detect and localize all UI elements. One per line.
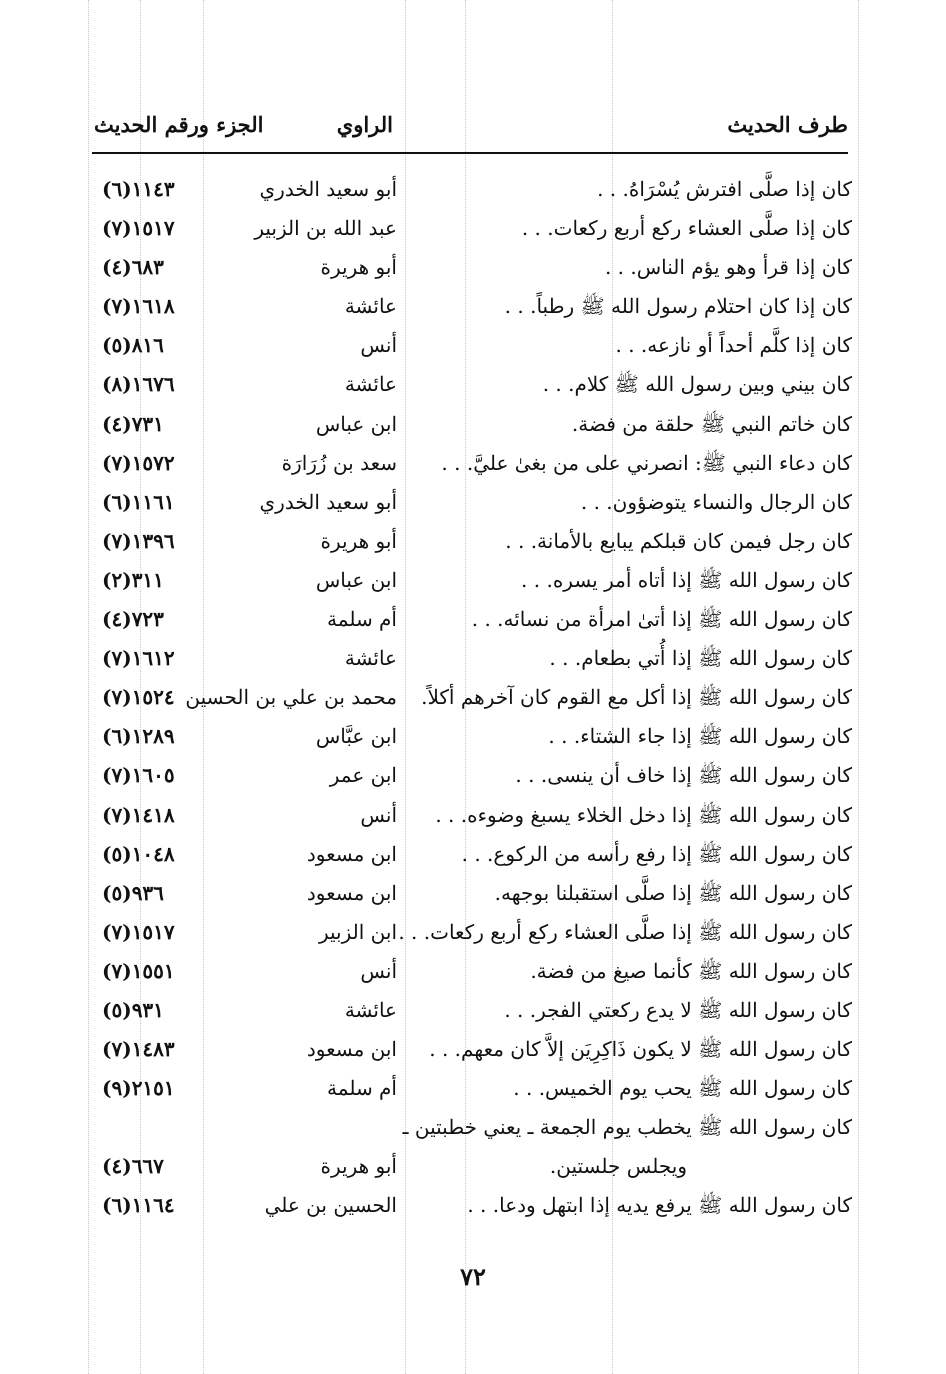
table-row: [92, 952, 852, 991]
narrator-name: أبو هريرة: [320, 255, 397, 280]
table-row: [92, 835, 852, 874]
hadith-text: كان رسول الله ﷺ إذا خاف أن ينسى. . .: [515, 763, 852, 788]
table-row: [92, 483, 852, 522]
table-row: [92, 365, 852, 404]
hadith-index-table: [92, 170, 852, 1226]
hadith-reference: ٧٢٣(٤): [102, 607, 164, 632]
hadith-text: كان رسول الله ﷺ يرفع يديه إذا ابتهل ودعا. . .: [467, 1193, 852, 1218]
hadith-text: كان رسول الله ﷺ إذا أتاه أمر يسره. . .: [521, 567, 852, 592]
hadith-text: كان رسول الله ﷺ إذا جاء الشتاء. . .: [548, 724, 852, 749]
hadith-reference: ١٦٧٦(٨): [102, 372, 175, 397]
header-hadith: طرف الحديث: [727, 112, 848, 137]
hadith-text: كان رجل فيمن كان قبلكم يبايع بالأمانة. . .: [505, 528, 852, 553]
hadith-reference: ١٤١٨(٧): [102, 802, 175, 827]
narrator-name: أبو هريرة: [320, 528, 397, 553]
narrator-name: ابن عباس: [315, 567, 397, 592]
hadith-reference: ٦٦٧(٤): [102, 1154, 164, 1179]
hadith-text: كان رسول الله ﷺ إذا دخل الخلاء يسبغ وضوءه. . .: [435, 802, 852, 827]
narrator-name: ابن الزبير: [318, 919, 397, 944]
hadith-reference: ٩٣١(٥): [102, 997, 164, 1022]
table-row: [92, 991, 852, 1030]
hadith-reference: ١٢٨٩(٦): [102, 724, 175, 749]
hadith-reference: ١٥٥١(٧): [102, 958, 175, 983]
narrator-name: عائشة: [344, 372, 397, 397]
hadith-text: كان رسول الله ﷺ إذا أُتي بطعام. . .: [549, 646, 852, 671]
narrator-name: ابن عباس: [315, 411, 397, 436]
table-row: [92, 444, 852, 483]
hadith-reference: ١٦١٢(٧): [102, 646, 175, 671]
narrator-name: عائشة: [344, 294, 397, 319]
table-row: [92, 1186, 852, 1225]
narrator-name: محمد بن علي بن الحسين: [185, 685, 397, 710]
table-row: [92, 405, 852, 444]
hadith-text: كان الرجال والنساء يتوضؤون. . .: [580, 489, 852, 514]
table-row: [92, 1069, 852, 1108]
header-reference: الجزء ورقم الحديث: [94, 112, 264, 137]
hadith-text: كان رسول الله ﷺ يخطب يوم الجمعة ـ يعني خطبتين ـ: [402, 1115, 852, 1140]
hadith-reference: ٨١٦(٥): [102, 333, 164, 358]
hadith-text: كان رسول الله ﷺ لا يكون ذَاكِرِيَن إلاَّ كان معهم. . .: [429, 1037, 852, 1062]
hadith-reference: ٧٣١(٤): [102, 411, 164, 436]
narrator-name: عبد الله بن الزبير: [254, 216, 397, 241]
hadith-text: كان إذا كلَّم أحداً أو نازعه. . .: [615, 333, 852, 358]
hadith-reference: ١١٤٣(٦): [102, 177, 175, 201]
table-row: [92, 874, 852, 913]
margin-guide: [88, 0, 89, 1374]
hadith-text: كان رسول الله ﷺ إذا رفع رأسه من الركوع. . .: [461, 841, 852, 866]
table-row: [92, 796, 852, 835]
table-row: [92, 170, 852, 209]
narrator-name: الحسين بن علي: [264, 1193, 397, 1218]
table-row: [92, 248, 852, 287]
narrator-name: ابن عبَّاس: [315, 724, 397, 749]
hadith-text: كان إذا كان احتلام رسول الله ﷺ رطباً. . .: [504, 294, 852, 319]
hadith-reference: ١٦٠٥(٧): [102, 763, 175, 788]
hadith-text: كان رسول الله ﷺ إذا صلَّى استقبلنا بوجهه.: [494, 880, 852, 905]
hadith-reference: ١٣٩٦(٧): [102, 528, 175, 553]
hadith-text: كان رسول الله ﷺ يحب يوم الخميس. . .: [513, 1076, 852, 1101]
hadith-text: ويجلس جلستين.: [549, 1154, 687, 1179]
hadith-reference: ١٥٧٢(٧): [102, 450, 175, 475]
table-row: [92, 287, 852, 326]
hadith-text: كان رسول الله ﷺ إذا صلَّى العشاء ركع أربع ركعات. . .: [398, 919, 852, 944]
narrator-name: عائشة: [344, 997, 397, 1022]
narrator-name: عائشة: [344, 646, 397, 671]
hadith-reference: ١٥٢٤(٧): [102, 685, 175, 710]
hadith-text: كان رسول الله ﷺ كأنما صيغ من فضة.: [530, 958, 852, 983]
table-row: [92, 717, 852, 756]
narrator-name: أبو سعيد الخدري: [259, 177, 397, 201]
hadith-reference: ١٥١٧(٧): [102, 216, 175, 241]
hadith-reference: ١٦١٨(٧): [102, 294, 175, 319]
narrator-name: ابن مسعود: [306, 1037, 397, 1062]
margin-guide: [858, 0, 859, 1374]
table-row: [92, 756, 852, 795]
narrator-name: ابن مسعود: [306, 841, 397, 866]
table-row: [92, 522, 852, 561]
table-row: [92, 678, 852, 717]
table-row: [92, 1030, 852, 1069]
narrator-name: أنس: [360, 333, 397, 358]
table-row: [92, 209, 852, 248]
hadith-reference: ١١٦٤(٦): [102, 1193, 175, 1218]
hadith-text: كان إذا صلَّى افترش يُسْرَاهُ. . .: [597, 177, 852, 201]
hadith-text: كان إذا صلَّى العشاء ركع أربع ركعات. . .: [521, 216, 852, 241]
hadith-reference: ١٥١٧(٧): [102, 919, 175, 944]
hadith-reference: ٩٣٦(٥): [102, 880, 164, 905]
narrator-name: أنس: [360, 958, 397, 983]
narrator-name: أبو سعيد الخدري: [259, 489, 397, 514]
hadith-reference: ٣١١(٢): [102, 567, 164, 592]
table-row: [92, 913, 852, 952]
hadith-text: كان رسول الله ﷺ إذا أكل مع القوم كان آخرهم أكلاً.: [421, 685, 852, 710]
narrator-name: أبو هريرة: [320, 1154, 397, 1179]
hadith-text: كان إذا قرأ وهو يؤم الناس. . .: [604, 255, 852, 280]
hadith-text: كان دعاء النبي ﷺ: انصرني على من بغىٰ عليَّ. . .: [441, 450, 852, 475]
table-row: [92, 1147, 852, 1186]
table-row: [92, 326, 852, 365]
narrator-name: أم سلمة: [327, 607, 397, 632]
table-row: [92, 1108, 852, 1147]
narrator-name: سعد بن زُرَارَة: [281, 450, 397, 475]
hadith-reference: ١٠٤٨(٥): [102, 841, 175, 866]
hadith-reference: ١١٦١(٦): [102, 489, 175, 514]
table-row: [92, 600, 852, 639]
table-row: [92, 561, 852, 600]
hadith-reference: ٢١٥١(٩): [102, 1076, 175, 1101]
hadith-reference: ١٤٨٣(٧): [102, 1037, 175, 1062]
hadith-text: كان خاتم النبي ﷺ حلقة من فضة.: [571, 411, 852, 436]
table-row: [92, 639, 852, 678]
narrator-name: ابن عمر: [329, 763, 397, 788]
narrator-name: أم سلمة: [327, 1076, 397, 1101]
hadith-text: كان بيني وبين رسول الله ﷺ كلام. . .: [542, 372, 852, 397]
hadith-reference: ٦٨٣(٤): [102, 255, 164, 280]
hadith-text: كان رسول الله ﷺ لا يدع ركعتي الفجر. . .: [504, 997, 852, 1022]
narrator-name: ابن مسعود: [306, 880, 397, 905]
table-header: [92, 112, 848, 154]
hadith-text: كان رسول الله ﷺ إذا أتىٰ امرأة من نسائه. . .: [471, 607, 852, 632]
header-narrator: الراوي: [336, 112, 393, 137]
narrator-name: أنس: [360, 802, 397, 827]
page-number: ٧٢: [460, 1262, 486, 1291]
